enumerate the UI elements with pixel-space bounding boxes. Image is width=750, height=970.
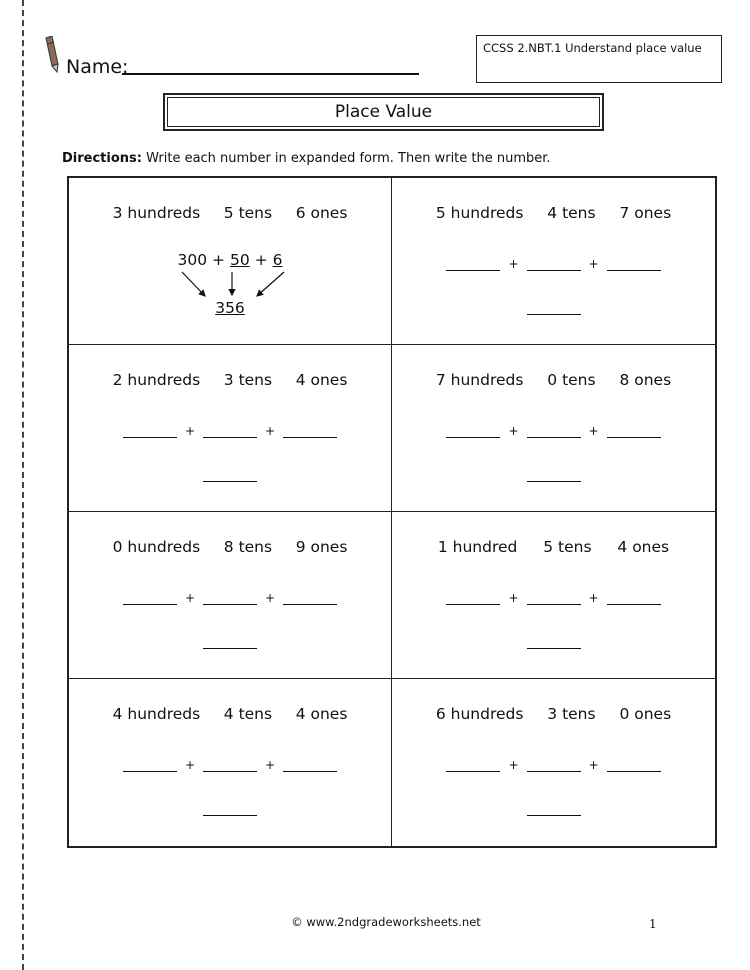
tens-label: 5 tens: [223, 204, 273, 222]
standard-box: [476, 35, 722, 83]
hundreds-blank[interactable]: [123, 425, 177, 438]
problem-cell: [69, 345, 392, 512]
plus-sign: +: [265, 591, 276, 605]
tens-label: 3 tens: [547, 705, 596, 723]
pencil-icon: [42, 36, 62, 76]
page-number: 1: [649, 917, 657, 931]
directions: [62, 151, 551, 166]
tens-blank[interactable]: [527, 425, 581, 438]
problem-cell: [69, 512, 392, 679]
problem-prompt: [69, 371, 391, 389]
ones-blank[interactable]: [283, 592, 337, 605]
title-box: [163, 93, 604, 131]
hundreds-blank[interactable]: [446, 759, 500, 772]
expanded-form-blanks: [69, 759, 391, 772]
hundreds-blank[interactable]: [123, 592, 177, 605]
tens-blank[interactable]: [203, 425, 257, 438]
ones-blank[interactable]: [283, 759, 337, 772]
answer-blank[interactable]: [527, 638, 581, 649]
ones-blank[interactable]: [607, 592, 661, 605]
hundreds-label: 0 hundreds: [112, 538, 201, 556]
answer-blank[interactable]: [527, 471, 581, 482]
hundreds-blank[interactable]: [446, 425, 500, 438]
ones-label: 7 ones: [619, 204, 672, 222]
plus-sign: +: [508, 424, 519, 438]
ones-label: 4 ones: [295, 371, 348, 389]
answer-blank[interactable]: [527, 304, 581, 315]
plus-sign: +: [184, 591, 195, 605]
expanded-form-blanks: [392, 759, 715, 772]
expanded-form-blanks: [69, 425, 391, 438]
footer-website: © www.2ndgradeworksheets.net: [291, 915, 481, 929]
expanded-form-blanks: [392, 592, 715, 605]
plus-sign: +: [184, 758, 195, 772]
example-expanded-form: [69, 251, 391, 269]
problem-prompt: [392, 705, 715, 723]
name-field-line[interactable]: [122, 73, 419, 75]
plus-sign: +: [588, 424, 599, 438]
plus-sign: +: [265, 424, 276, 438]
ones-label: 4 ones: [295, 705, 348, 723]
example-answer: 356: [215, 299, 245, 317]
tens-label: 4 tens: [547, 204, 596, 222]
problem-prompt: [69, 204, 391, 222]
plus-sign: +: [254, 251, 268, 269]
plus-sign: +: [212, 251, 226, 269]
tens-blank[interactable]: [203, 759, 257, 772]
problem-cell: [69, 679, 392, 846]
problem-cell: [392, 512, 715, 679]
ones-label: 9 ones: [295, 538, 348, 556]
example-ones-addend: 6: [272, 251, 283, 269]
plus-sign: +: [184, 424, 195, 438]
expanded-form-blanks: [392, 258, 715, 271]
hundreds-blank[interactable]: [123, 759, 177, 772]
problem-grid: [67, 176, 717, 848]
tens-blank[interactable]: [203, 592, 257, 605]
tens-blank[interactable]: [527, 592, 581, 605]
expanded-form-blanks: [392, 425, 715, 438]
problem-prompt: [392, 538, 715, 556]
answer-blank[interactable]: [203, 471, 257, 482]
tens-label: 8 tens: [223, 538, 273, 556]
hundreds-label: 6 hundreds: [435, 705, 524, 723]
answer-blank[interactable]: [203, 805, 257, 816]
name-label: Name:: [66, 56, 129, 78]
hundreds-label: 5 hundreds: [435, 204, 524, 222]
plus-sign: +: [588, 591, 599, 605]
problem-cell-example: [69, 178, 392, 345]
plus-sign: +: [265, 758, 276, 772]
hundreds-label: 4 hundreds: [112, 705, 201, 723]
hundreds-label: 3 hundreds: [112, 204, 201, 222]
directions-label: Directions:: [62, 151, 142, 166]
ones-label: 8 ones: [619, 371, 672, 389]
tens-label: 0 tens: [547, 371, 596, 389]
hundreds-label: 1 hundred: [437, 538, 518, 556]
hundreds-label: 2 hundreds: [112, 371, 201, 389]
ones-label: 6 ones: [295, 204, 348, 222]
tens-blank[interactable]: [527, 258, 581, 271]
plus-sign: +: [588, 758, 599, 772]
problem-cell: [392, 178, 715, 345]
example-tens-addend: 50: [229, 251, 250, 269]
problem-prompt: [392, 204, 715, 222]
tens-blank[interactable]: [527, 759, 581, 772]
page-title: Place Value: [167, 97, 600, 127]
plus-sign: +: [588, 257, 599, 271]
problem-prompt: [69, 705, 391, 723]
tens-label: 5 tens: [543, 538, 592, 556]
plus-sign: +: [508, 257, 519, 271]
problem-prompt: [392, 371, 715, 389]
ones-blank[interactable]: [607, 425, 661, 438]
cut-line: [22, 0, 24, 970]
ones-blank[interactable]: [607, 258, 661, 271]
ones-label: 0 ones: [619, 705, 672, 723]
hundreds-blank[interactable]: [446, 258, 500, 271]
ones-blank[interactable]: [283, 425, 337, 438]
plus-sign: +: [508, 591, 519, 605]
ones-blank[interactable]: [607, 759, 661, 772]
hundreds-blank[interactable]: [446, 592, 500, 605]
problem-cell: [392, 679, 715, 846]
standard-text: CCSS 2.NBT.1 Understand place value: [483, 41, 702, 55]
tens-label: 4 tens: [223, 705, 273, 723]
expanded-form-blanks: [69, 592, 391, 605]
ones-label: 4 ones: [617, 538, 670, 556]
answer-blank[interactable]: [203, 638, 257, 649]
answer-blank[interactable]: [527, 805, 581, 816]
example-hundreds-addend: 300: [177, 251, 208, 269]
hundreds-label: 7 hundreds: [435, 371, 524, 389]
problem-prompt: [69, 538, 391, 556]
problem-cell: [392, 345, 715, 512]
directions-text: Write each number in expanded form. Then write the number.: [141, 151, 551, 166]
tens-label: 3 tens: [223, 371, 273, 389]
plus-sign: +: [508, 758, 519, 772]
